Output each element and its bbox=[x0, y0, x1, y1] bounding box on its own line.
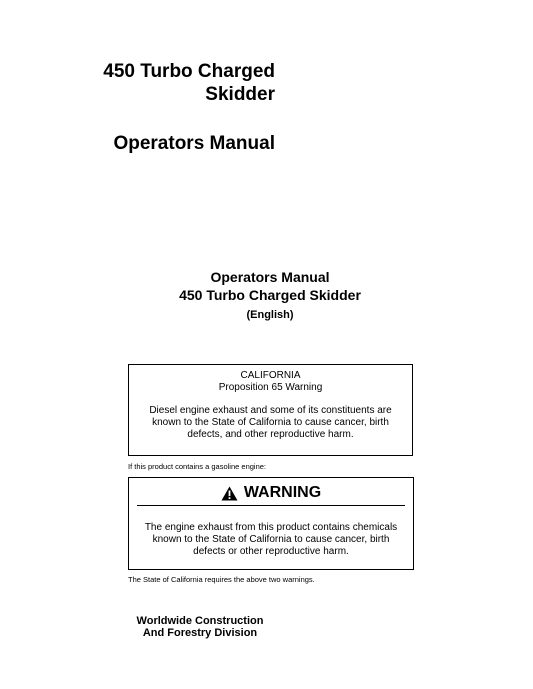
subtitle-block bbox=[0, 268, 533, 321]
cover-title-block bbox=[103, 60, 275, 155]
subtitle-language: (English) bbox=[246, 309, 294, 321]
warning-box bbox=[128, 477, 414, 570]
warning-text: The engine exhaust from this product contains chemicals known to the State of California to cause cancer, birth defects or other reproductive harm. bbox=[144, 522, 398, 557]
gasoline-note: If this product contains a gasoline engine: bbox=[128, 462, 267, 471]
division-line2: And Forestry Division bbox=[142, 627, 258, 639]
california-text: Diesel engine exhaust and some of its constituents are known to the State of California to cause cancer, birth defects, and other reproductive harm. bbox=[149, 405, 392, 440]
subtitle-line1: Operators Manual bbox=[210, 269, 330, 285]
division-line1: Worldwide Construction bbox=[136, 615, 264, 627]
division-block bbox=[0, 615, 400, 639]
warning-triangle-icon bbox=[221, 486, 238, 501]
california-heading1: CALIFORNIA bbox=[240, 370, 301, 381]
warning-label: WARNING bbox=[243, 484, 322, 501]
warning-header bbox=[137, 483, 405, 506]
state-note: The State of California requires the above two warnings. bbox=[128, 575, 315, 584]
cover-manual-title: Operators Manual bbox=[113, 133, 275, 154]
subtitle-line2: 450 Turbo Charged Skidder bbox=[179, 287, 361, 303]
california-heading2: Proposition 65 Warning bbox=[218, 382, 323, 393]
california-warning-box bbox=[128, 364, 413, 456]
cover-title-line2: Skidder bbox=[205, 84, 275, 105]
cover-title-line1: 450 Turbo Charged bbox=[103, 61, 275, 82]
